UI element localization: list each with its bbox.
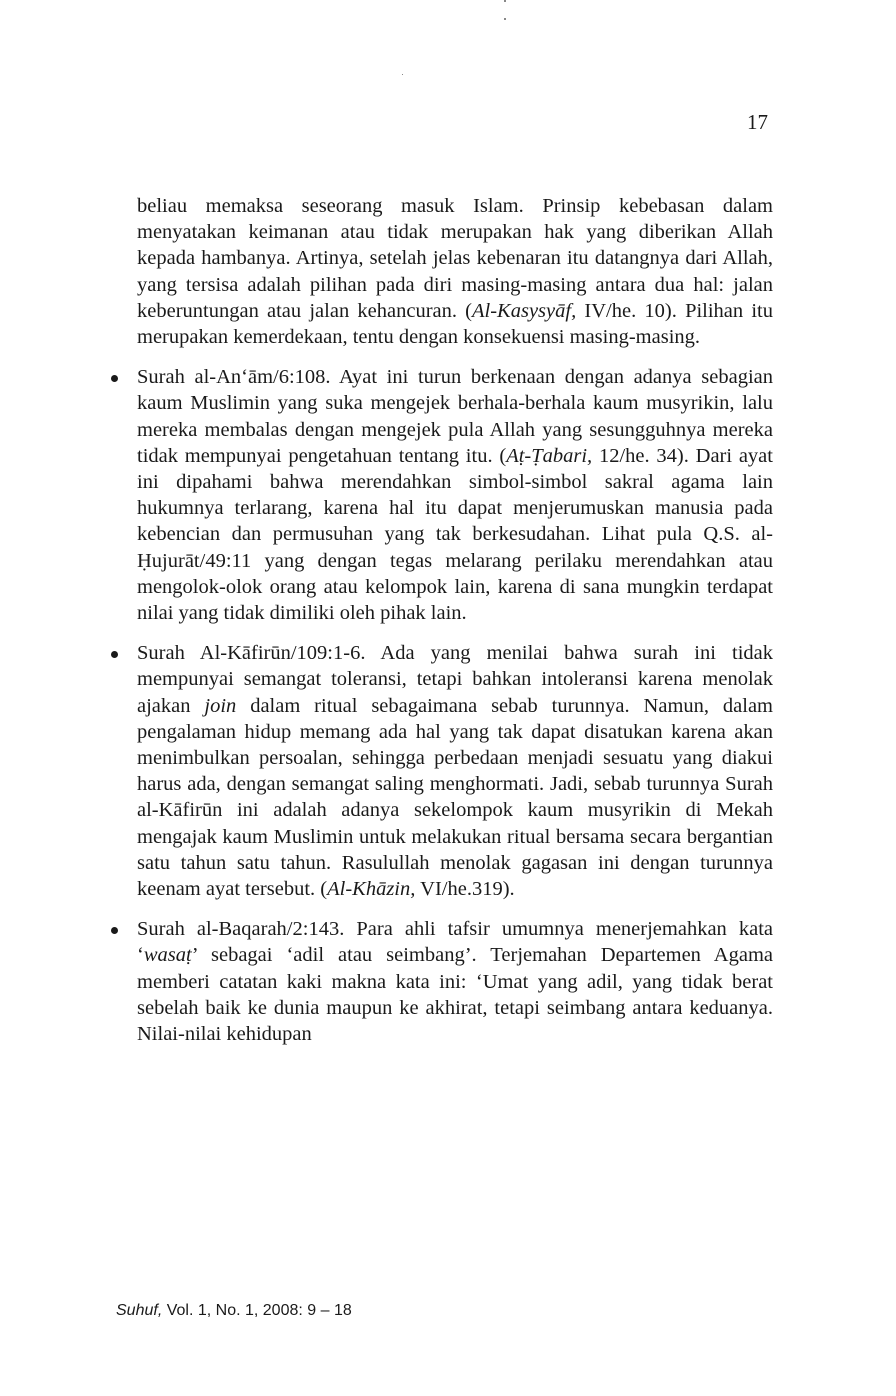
bullet-item — [137, 364, 773, 626]
bullet-text: Surah al-Baqarah/2:143. Para ahli tafsir umumnya menerjemahkan kata ‘wasaṭ’ sebagai ‘adil atau seimbang’. Terjemahan Departemen Agama memberi catatan kaki makna kata ini: ‘Umat yang adil, yang tidak berat sebelah baik ke dunia maupun ke akhirat, tetapi seimbang antara keduanya. Nilai-nilai kehidupan — [137, 918, 773, 1046]
bullet-dot-icon — [111, 927, 118, 934]
italic-citation: join — [204, 694, 237, 717]
intro-paragraph: beliau memaksa seseorang masuk Islam. Prinsip kebebasan dalam menyatakan keimanan atau tidak merupakan hak yang diberikan Allah kepada hambanya. Artinya, setelah jelas kebenaran itu datangnya dari Allah, yang tersisa adalah pilihan pada diri masing-masing antara dua hal: jalan keberuntungan atau jalan kehancuran. (Al-Kasysyāf, IV/he. 10). Pilihan itu merupakan kemerdekaan, tentu dengan konsekuensi masing-masing. — [137, 195, 773, 349]
italic-citation: wasaṭ — [143, 944, 192, 967]
bullet-text: Surah al-An‘ām/6:108. Ayat ini turun berkenaan dengan adanya sebagian kaum Muslimin yang suka mengejek berhala-berhala kaum musyrikin, lalu mereka membalas dengan mengejek pula Allah yang sesungguhnya mereka tidak mempunyai pengetahuan tentang itu. (Aṭ-Ṭabari, 12/he. 34). Dari ayat ini dipahami bahwa merendahkan simbol-simbol sakral agama lain hukumnya terlarang, karena hal itu dapat menjerumuskan manusia pada kebencian dan permusuhan yang tak berkesudahan. Lihat pula Q.S. al-Ḥujurāt/49:11 yang dengan tegas melarang perilaku merendahkan atau mengolok-olok orang atau kelompok lain, karena di sana mungkin terdapat nilai yang tidak dimiliki oleh pihak lain. — [137, 366, 773, 625]
italic-citation: Al-Khāzin, — [327, 878, 416, 901]
scan-speck — [504, 0, 506, 2]
scan-speck — [402, 74, 403, 75]
bullet-text: Surah Al-Kāfirūn/109:1-6. Ada yang menilai bahwa surah ini tidak mempunyai semangat toleransi, tetapi bahkan intoleransi karena menolak ajakan join dalam ritual sebagaimana sebab turunnya. Namun, dalam pengalaman hidup memang ada hal yang tak dapat disatukan karena akan menimbulkan persoalan, sehingga perbedaan menjadi sesuatu yang diakui harus ada, dengan semangat saling menghormati. Jadi, sebab turunnya Surah al-Kāfirūn ini adalah adanya sekelompok kaum musyrikin di Mekah mengajak kaum Muslimin untuk melakukan ritual bersama secara bergantian satu tahun satu tahun. Rasulullah menolak gagasan ini dengan turunnya keenam ayat tersebut. (Al-Khāzin, VI/he.319). — [137, 642, 773, 901]
page-footer — [116, 1303, 352, 1319]
italic-citation: Al-Kasysyāf, — [472, 299, 577, 322]
footer-journal-name: Suhuf, — [116, 1302, 163, 1319]
footer-citation: Vol. 1, No. 1, 2008: 9 – 18 — [162, 1302, 352, 1319]
page-body — [137, 193, 773, 1047]
italic-citation: Aṭ-Ṭabari, — [506, 444, 593, 467]
bullet-item — [137, 640, 773, 902]
page-number: 17 — [747, 110, 768, 134]
bullet-dot-icon — [111, 375, 118, 382]
scan-speck — [504, 18, 506, 20]
bullet-item — [137, 916, 773, 1047]
bullet-dot-icon — [111, 651, 118, 658]
